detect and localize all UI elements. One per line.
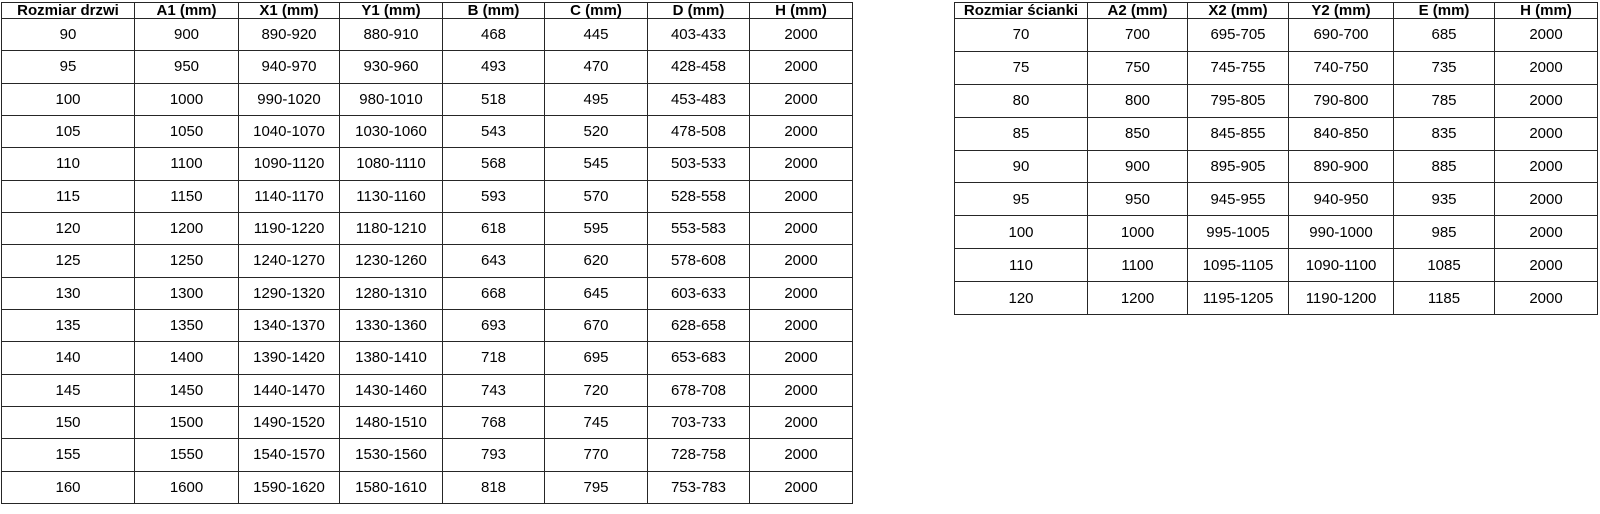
table-cell: 1200: [1088, 282, 1188, 315]
column-header: C (mm): [545, 3, 648, 19]
table-cell: 2000: [750, 471, 853, 503]
table-cell: 155: [2, 439, 135, 471]
table-cell: 70: [955, 19, 1088, 52]
table-row: [2, 471, 853, 503]
table-cell: 670: [545, 309, 648, 341]
table-cell: 593: [443, 180, 545, 212]
table-cell: 793: [443, 439, 545, 471]
table-cell: 140: [2, 342, 135, 374]
table-cell: 1000: [135, 83, 239, 115]
table-cell: 428-458: [648, 51, 750, 83]
door-table-header-row: [2, 3, 853, 19]
table-cell: 135: [2, 309, 135, 341]
table-cell: 1040-1070: [239, 115, 340, 147]
column-header: X1 (mm): [239, 3, 340, 19]
table-cell: 1530-1560: [340, 439, 443, 471]
table-cell: 1090-1120: [239, 148, 340, 180]
table-cell: 768: [443, 406, 545, 438]
table-cell: 750: [1088, 51, 1188, 84]
table-cell: 518: [443, 83, 545, 115]
table-cell: 1140-1170: [239, 180, 340, 212]
table-cell: 818: [443, 471, 545, 503]
column-header: E (mm): [1394, 3, 1495, 19]
table-cell: 2000: [750, 406, 853, 438]
table-cell: 603-633: [648, 277, 750, 309]
table-cell: 940-950: [1289, 183, 1394, 216]
table-cell: 940-970: [239, 51, 340, 83]
table-cell: 1095-1105: [1188, 249, 1289, 282]
table-row: [2, 148, 853, 180]
table-cell: 468: [443, 19, 545, 51]
table-cell: 800: [1088, 84, 1188, 117]
table-cell: 578-608: [648, 245, 750, 277]
table-cell: 785: [1394, 84, 1495, 117]
table-cell: 470: [545, 51, 648, 83]
table-cell: 403-433: [648, 19, 750, 51]
table-cell: 1480-1510: [340, 406, 443, 438]
table-row: [2, 83, 853, 115]
table-cell: 120: [2, 212, 135, 244]
table-cell: 160: [2, 471, 135, 503]
table-cell: 1450: [135, 374, 239, 406]
table-cell: 90: [2, 19, 135, 51]
table-row: [2, 342, 853, 374]
table-cell: 990-1000: [1289, 216, 1394, 249]
table-cell: 1550: [135, 439, 239, 471]
table-cell: 695: [545, 342, 648, 374]
table-cell: 1130-1160: [340, 180, 443, 212]
column-header: Y2 (mm): [1289, 3, 1394, 19]
column-header: Y1 (mm): [340, 3, 443, 19]
table-cell: 790-800: [1289, 84, 1394, 117]
column-header: X2 (mm): [1188, 3, 1289, 19]
table-cell: 1430-1460: [340, 374, 443, 406]
wall-table-header-row: [955, 3, 1598, 19]
table-cell: 1490-1520: [239, 406, 340, 438]
table-cell: 145: [2, 374, 135, 406]
table-cell: 645: [545, 277, 648, 309]
table-cell: 2000: [750, 180, 853, 212]
table-cell: 543: [443, 115, 545, 147]
column-header: D (mm): [648, 3, 750, 19]
table-cell: 1000: [1088, 216, 1188, 249]
table-cell: 2000: [750, 439, 853, 471]
table-cell: 110: [955, 249, 1088, 282]
table-cell: 2000: [750, 19, 853, 51]
table-cell: 950: [135, 51, 239, 83]
table-cell: 110: [2, 148, 135, 180]
table-cell: 1200: [135, 212, 239, 244]
table-row: [2, 439, 853, 471]
table-cell: 2000: [1495, 282, 1598, 315]
table-cell: 130: [2, 277, 135, 309]
table-cell: 700: [1088, 19, 1188, 52]
table-cell: 1030-1060: [340, 115, 443, 147]
table-cell: 990-1020: [239, 83, 340, 115]
table-cell: 845-855: [1188, 117, 1289, 150]
table-cell: 895-905: [1188, 150, 1289, 183]
table-cell: 678-708: [648, 374, 750, 406]
table-cell: 2000: [1495, 183, 1598, 216]
column-header: H (mm): [1495, 3, 1598, 19]
table-cell: 628-658: [648, 309, 750, 341]
table-cell: 2000: [750, 342, 853, 374]
column-header: B (mm): [443, 3, 545, 19]
table-cell: 620: [545, 245, 648, 277]
table-cell: 1240-1270: [239, 245, 340, 277]
table-cell: 495: [545, 83, 648, 115]
table-row: [2, 309, 853, 341]
table-row: [2, 374, 853, 406]
table-cell: 445: [545, 19, 648, 51]
table-cell: 2000: [1495, 84, 1598, 117]
table-cell: 885: [1394, 150, 1495, 183]
table-cell: 668: [443, 277, 545, 309]
table-cell: 75: [955, 51, 1088, 84]
table-cell: 553-583: [648, 212, 750, 244]
table-cell: 1185: [1394, 282, 1495, 315]
table-row: [955, 249, 1598, 282]
table-cell: 980-1010: [340, 83, 443, 115]
table-row: [2, 51, 853, 83]
table-cell: 2000: [750, 277, 853, 309]
table-cell: 478-508: [648, 115, 750, 147]
table-cell: 1195-1205: [1188, 282, 1289, 315]
table-cell: 1500: [135, 406, 239, 438]
table-row: [2, 245, 853, 277]
table-cell: 890-900: [1289, 150, 1394, 183]
table-cell: 745-755: [1188, 51, 1289, 84]
table-cell: 453-483: [648, 83, 750, 115]
table-cell: 950: [1088, 183, 1188, 216]
table-cell: 105: [2, 115, 135, 147]
table-cell: 643: [443, 245, 545, 277]
table-cell: 2000: [750, 148, 853, 180]
table-cell: 85: [955, 117, 1088, 150]
table-cell: 995-1005: [1188, 216, 1289, 249]
table-cell: 1540-1570: [239, 439, 340, 471]
table-cell: 150: [2, 406, 135, 438]
table-cell: 2000: [1495, 216, 1598, 249]
table-cell: 743: [443, 374, 545, 406]
table-cell: 95: [955, 183, 1088, 216]
column-header: Rozmiar drzwi: [2, 3, 135, 19]
table-cell: 1080-1110: [340, 148, 443, 180]
table-cell: 745: [545, 406, 648, 438]
table-cell: 100: [2, 83, 135, 115]
table-row: [2, 180, 853, 212]
table-cell: 100: [955, 216, 1088, 249]
table-cell: 1580-1610: [340, 471, 443, 503]
table-cell: 1590-1620: [239, 471, 340, 503]
table-cell: 120: [955, 282, 1088, 315]
table-cell: 2000: [750, 212, 853, 244]
table-cell: 1190-1200: [1289, 282, 1394, 315]
table-cell: 900: [1088, 150, 1188, 183]
table-cell: 930-960: [340, 51, 443, 83]
table-cell: 2000: [1495, 19, 1598, 52]
table-cell: 95: [2, 51, 135, 83]
table-cell: 1290-1320: [239, 277, 340, 309]
table-cell: 740-750: [1289, 51, 1394, 84]
table-row: [2, 115, 853, 147]
table-cell: 900: [135, 19, 239, 51]
table-cell: 80: [955, 84, 1088, 117]
table-cell: 880-910: [340, 19, 443, 51]
table-cell: 693: [443, 309, 545, 341]
table-cell: 1440-1470: [239, 374, 340, 406]
table-cell: 945-955: [1188, 183, 1289, 216]
table-row: [2, 406, 853, 438]
table-cell: 840-850: [1289, 117, 1394, 150]
table-cell: 795-805: [1188, 84, 1289, 117]
table-cell: 2000: [1495, 249, 1598, 282]
table-row: [955, 183, 1598, 216]
table-cell: 795: [545, 471, 648, 503]
table-row: [955, 117, 1598, 150]
table-cell: 1340-1370: [239, 309, 340, 341]
table-cell: 2000: [750, 245, 853, 277]
table-cell: 985: [1394, 216, 1495, 249]
table-cell: 1300: [135, 277, 239, 309]
column-header: A2 (mm): [1088, 3, 1188, 19]
table-cell: 1400: [135, 342, 239, 374]
table-cell: 770: [545, 439, 648, 471]
table-cell: 1180-1210: [340, 212, 443, 244]
table-cell: 718: [443, 342, 545, 374]
table-cell: 1250: [135, 245, 239, 277]
table-cell: 528-558: [648, 180, 750, 212]
table-cell: 493: [443, 51, 545, 83]
table-cell: 728-758: [648, 439, 750, 471]
table-cell: 850: [1088, 117, 1188, 150]
table-cell: 2000: [750, 83, 853, 115]
column-header: A1 (mm): [135, 3, 239, 19]
table-row: [955, 19, 1598, 52]
table-row: [955, 150, 1598, 183]
table-cell: 2000: [1495, 117, 1598, 150]
table-cell: 545: [545, 148, 648, 180]
wall-size-table: [954, 2, 1598, 315]
table-cell: 1380-1410: [340, 342, 443, 374]
table-cell: 703-733: [648, 406, 750, 438]
table-cell: 1150: [135, 180, 239, 212]
table-cell: 935: [1394, 183, 1495, 216]
table-cell: 595: [545, 212, 648, 244]
table-row: [955, 84, 1598, 117]
table-cell: 1100: [1088, 249, 1188, 282]
table-cell: 2000: [1495, 150, 1598, 183]
table-cell: 1230-1260: [340, 245, 443, 277]
table-cell: 1350: [135, 309, 239, 341]
table-cell: 1600: [135, 471, 239, 503]
table-row: [955, 216, 1598, 249]
table-cell: 115: [2, 180, 135, 212]
column-header: H (mm): [750, 3, 853, 19]
table-cell: 890-920: [239, 19, 340, 51]
table-cell: 835: [1394, 117, 1495, 150]
table-cell: 520: [545, 115, 648, 147]
table-cell: 1190-1220: [239, 212, 340, 244]
table-cell: 1090-1100: [1289, 249, 1394, 282]
table-cell: 753-783: [648, 471, 750, 503]
column-header: Rozmiar ścianki: [955, 3, 1088, 19]
table-cell: 90: [955, 150, 1088, 183]
table-cell: 1100: [135, 148, 239, 180]
table-cell: 2000: [750, 374, 853, 406]
table-cell: 685: [1394, 19, 1495, 52]
table-cell: 2000: [750, 115, 853, 147]
table-cell: 2000: [750, 51, 853, 83]
table-row: [2, 277, 853, 309]
table-row: [955, 282, 1598, 315]
table-cell: 1280-1310: [340, 277, 443, 309]
table-cell: 1050: [135, 115, 239, 147]
table-cell: 2000: [750, 309, 853, 341]
table-cell: 503-533: [648, 148, 750, 180]
door-size-table: [1, 2, 853, 504]
table-cell: 653-683: [648, 342, 750, 374]
table-cell: 125: [2, 245, 135, 277]
table-cell: 735: [1394, 51, 1495, 84]
table-row: [955, 51, 1598, 84]
table-cell: 720: [545, 374, 648, 406]
table-cell: 618: [443, 212, 545, 244]
table-cell: 695-705: [1188, 19, 1289, 52]
table-cell: 568: [443, 148, 545, 180]
table-cell: 570: [545, 180, 648, 212]
table-cell: 690-700: [1289, 19, 1394, 52]
table-cell: 1085: [1394, 249, 1495, 282]
table-row: [2, 212, 853, 244]
table-row: [2, 19, 853, 51]
table-cell: 1390-1420: [239, 342, 340, 374]
table-cell: 2000: [1495, 51, 1598, 84]
table-cell: 1330-1360: [340, 309, 443, 341]
